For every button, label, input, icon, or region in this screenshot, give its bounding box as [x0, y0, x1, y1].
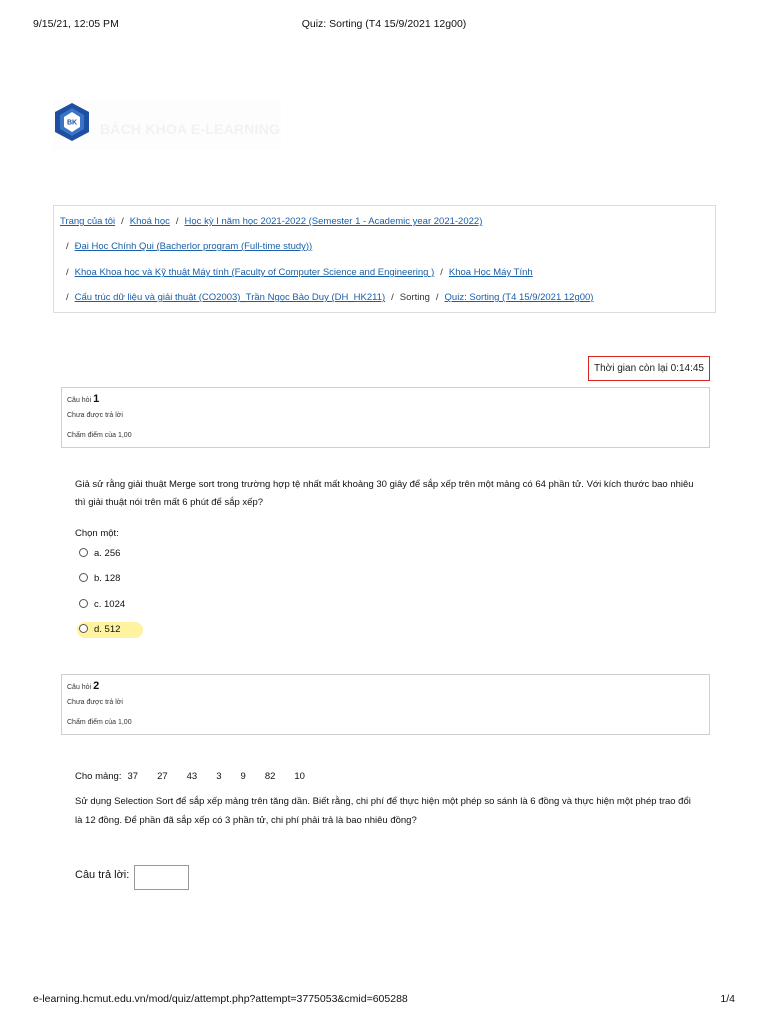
question-state: Chưa được trả lời	[67, 699, 123, 706]
radio-button-icon[interactable]	[79, 573, 88, 582]
breadcrumb-separator: /	[121, 216, 124, 227]
option-label: a. 256	[94, 548, 121, 559]
logo-badge-text: BK	[66, 119, 78, 127]
breadcrumb-separator: /	[435, 292, 439, 303]
breadcrumb-faculty-link[interactable]: Khoa Khoa học và Kỹ thuật Máy tính (Faculty of Computer Science and Engineering )	[74, 267, 435, 278]
print-footer	[33, 993, 735, 1007]
breadcrumb-my-home-link[interactable]: Trang của tôi	[60, 216, 116, 227]
array-value: 43	[186, 771, 198, 782]
answer-option-a[interactable]	[77, 546, 130, 562]
breadcrumb-section: Sorting	[399, 292, 430, 303]
print-datetime: 9/15/21, 12:05 PM	[33, 18, 119, 30]
breadcrumb-separator: /	[66, 241, 69, 252]
array-label: Cho mảng:	[75, 771, 122, 782]
question-number: Câu hỏi 2	[67, 680, 100, 692]
breadcrumb-courses-link[interactable]: Khoá học	[129, 216, 170, 227]
option-label: b. 128	[94, 573, 121, 584]
breadcrumb-course-link[interactable]: Cấu trúc dữ liệu và giải thuật (CO2003)_Trần Ngọc Bảo Duy (DH_HK211)	[74, 292, 386, 303]
choose-one-label: Chọn một:	[75, 528, 119, 539]
print-url: e-learning.hcmut.edu.vn/mod/quiz/attempt.php?attempt=3775053&cmid=605288	[33, 993, 408, 1005]
question-2-info	[61, 674, 710, 735]
site-logo[interactable]	[53, 100, 281, 150]
array-value: 82	[264, 771, 276, 782]
breadcrumb-program-link[interactable]: Đại Học Chính Qui (Bacherlor program (Full-time study))	[74, 241, 313, 252]
question-2-array	[75, 771, 324, 782]
breadcrumb-department-link[interactable]: Khoa Học Máy Tính	[448, 267, 533, 278]
print-page-number: 1/4	[720, 993, 735, 1005]
breadcrumb-line-4	[60, 292, 593, 303]
array-value: 27	[157, 771, 168, 782]
breadcrumb-separator: /	[175, 216, 179, 227]
answer-input[interactable]	[134, 865, 189, 890]
array-value: 3	[216, 771, 222, 782]
option-label: d. 512	[94, 624, 121, 635]
breadcrumb	[53, 205, 716, 313]
array-value: 9	[240, 771, 246, 782]
radio-button-icon[interactable]	[79, 599, 88, 608]
answer-option-c[interactable]	[77, 597, 135, 613]
question-mark: Chấm điểm của 1,00	[67, 432, 132, 439]
breadcrumb-line-2	[60, 241, 312, 252]
radio-button-icon[interactable]	[79, 624, 88, 633]
question-state: Chưa được trả lời	[67, 412, 123, 419]
array-value: 37	[127, 771, 139, 782]
breadcrumb-separator: /	[66, 292, 69, 303]
breadcrumb-semester-link[interactable]: Học kỳ I năm học 2021-2022 (Semester 1 - Academic year 2021-2022)	[184, 216, 483, 227]
question-2-text: Sử dụng Selection Sort để sắp xếp mảng trên tăng dần. Biết rằng, chi phí để thực hiện một phép so sánh là 6 đồng và thực hiện một phép trao đổi là 12 đồng. Để phần đã sắp xếp có 3 phần tử, chi phí phải trả là bao nhiêu đồng?	[75, 796, 691, 826]
breadcrumb-separator: /	[391, 292, 394, 303]
breadcrumb-line-3	[60, 267, 533, 278]
timer-value: 0:14:45	[670, 363, 704, 374]
quiz-timer	[588, 356, 710, 381]
print-document-title: Quiz: Sorting (T4 15/9/2021 12g00)	[301, 18, 467, 30]
logo-text: BÁCH KHOA E-LEARNING	[100, 121, 281, 137]
breadcrumb-separator: /	[440, 267, 443, 278]
breadcrumb-line-1	[60, 216, 482, 227]
breadcrumb-separator: /	[66, 267, 69, 278]
array-value: 10	[294, 771, 305, 782]
answer-option-d[interactable]	[77, 622, 143, 638]
answer-label: Câu trả lời:	[75, 869, 130, 881]
option-label: c. 1024	[94, 599, 126, 610]
print-header	[33, 18, 735, 32]
question-mark: Chấm điểm của 1,00	[67, 719, 132, 726]
radio-button-icon[interactable]	[79, 548, 88, 557]
question-1-info	[61, 387, 710, 448]
question-number: Câu hỏi 1	[67, 393, 100, 405]
question-1-text: Giả sử rằng giải thuật Merge sort trong trường hợp tệ nhất mất khoảng 30 giây để sắp xếp trên một mảng có 64 phần tử. Với kích thước bao nhiêu thì giải thuật nói trên mất 6 phút để sắp xếp?	[75, 479, 694, 508]
bk-shield-icon	[53, 102, 91, 142]
timer-label: Thời gian còn lại	[594, 363, 668, 374]
answer-option-b[interactable]	[77, 571, 130, 587]
breadcrumb-quiz-link[interactable]: Quiz: Sorting (T4 15/9/2021 12g00)	[444, 292, 594, 303]
